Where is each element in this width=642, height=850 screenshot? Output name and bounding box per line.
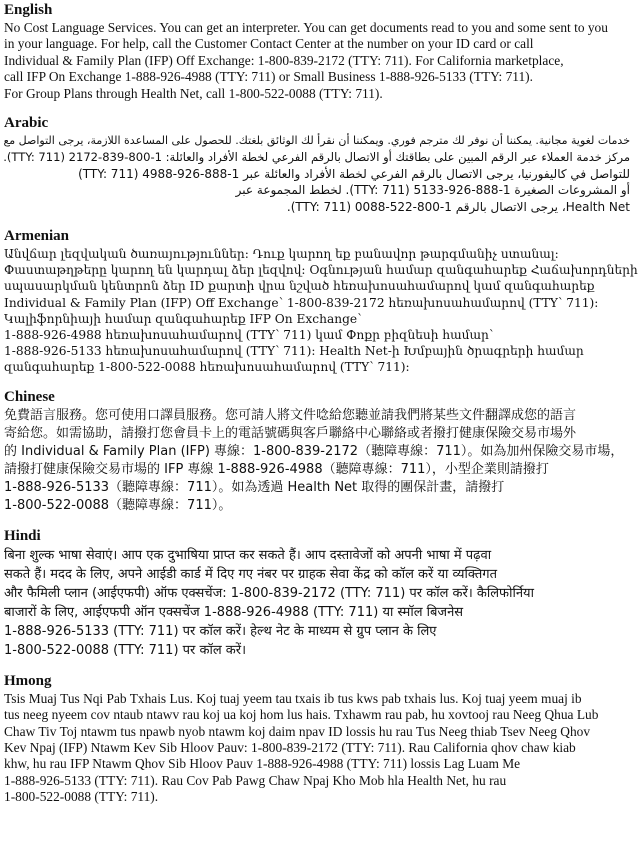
paragraph-line: No Cost Language Services. You can get an interpreter. You can get documents read to you and some sent to you bbox=[4, 20, 608, 35]
paragraph-line: Chaw Tiv Toj ntawm tus npawb nyob ntawm koj daim npav ID lossis hu rau Tus Neeg thiab Tsev Neeg Qhov bbox=[4, 723, 591, 739]
paragraph-line: 1-888-926-4988 հեռախոսահամարով (TTY՝ 711) կամ Փոքր բիզնեսի համար՝ bbox=[4, 328, 494, 343]
section-hmong bbox=[4, 672, 638, 806]
chinese-paragraph bbox=[4, 407, 638, 515]
paragraph-line: Kev Npaj (IFP) Ntawm Kev Sib Hloov Pauv: 1-800-839-2172 (TTY: 711). Rau California qhov chaw kiab bbox=[4, 739, 576, 755]
paragraph-line: 1-800-522-0088（聽障專線：711）。 bbox=[4, 497, 232, 513]
paragraph-line: 1-888-926-5133 հեռախոսահամարով (TTY՝ 711): Health Net-ի Խմբային ծրագրերի համար bbox=[4, 344, 584, 359]
paragraph-line: और फैमिली प्लान (आईएफपी) ऑफ एक्सचेंज: 1-800-839-2172 (TTY: 711) पर कॉल करें। कैलिफोर्निया bbox=[4, 585, 534, 601]
paragraph-line: 1-800-522-0088 (TTY: 711). bbox=[4, 789, 159, 805]
paragraph-line: call IFP On Exchange 1-888-926-4988 (TTY: 711) or Small Business 1-888-926-5133 (TTY: 711). bbox=[4, 69, 533, 85]
paragraph-line: أو المشروعات الصغيرة 1-888-926-5133 (TTY: 711). لخطط المجموعة عبر bbox=[235, 183, 630, 198]
paragraph-line: tus neeg nyeem cov ntaub ntawv rau koj ua koj hom lus hais. Txhawm rau pab, hu xovtooj rau Neeg Qhua Lub bbox=[4, 707, 599, 723]
paragraph-line: զանգահարեք 1-800-522-0088 հեռախոսահամարով (TTY՝ 711): bbox=[4, 360, 410, 375]
section-heading-arabic: Arabic bbox=[4, 115, 49, 132]
section-heading-english: English bbox=[4, 2, 53, 18]
paragraph-line: For Group Plans through Health Net, call 1-800-522-0088 (TTY: 711). bbox=[4, 85, 383, 101]
paragraph-line: للتواصل في كاليفورنيا، يرجى الاتصال بالرقم الفرعي لخطة الأفراد والعائلة عبر 1-888-926-4988 (TTY: 711) bbox=[78, 166, 630, 181]
armenian-paragraph bbox=[4, 246, 638, 376]
section-armenian bbox=[4, 227, 638, 376]
section-heading-hmong: Hmong bbox=[4, 672, 52, 689]
paragraph-line: 的 Individual & Family Plan (IFP) 專線：1-800-839-2172（聽障專線：711）。如為加州保險交易市場， bbox=[4, 443, 624, 459]
hmong-paragraph bbox=[4, 691, 638, 806]
section-hindi bbox=[4, 527, 638, 660]
section-heading-hindi: Hindi bbox=[4, 527, 41, 544]
paragraph-line: Փաստաթղթերը կարող են կարդալ ձեր լեզվով: Օգնության համար զանգահարեք Հաճախորդների bbox=[4, 263, 638, 278]
paragraph-line: սպասարկման կենտրոն ձեր ID քարտի վրա նշված հեռախոսահամարով կամ զանգահարեք bbox=[4, 279, 595, 294]
paragraph-line: خدمات لغوية مجانية. يمكننا أن نوفر لك مترجم فوري. ويمكننا أن نقرأ لك الوثائق بلغتك. للحصول على المساعدة اللازمة، يرجى التواصل مع bbox=[3, 134, 630, 148]
paragraph-line: सकते हैं। मदद के लिए, अपने आईडी कार्ड में दिए गए नंबर पर ग्राहक सेवा केंद्र को कॉल करें या व्यक्तिगत bbox=[4, 566, 497, 582]
section-english bbox=[4, 1, 638, 102]
paragraph-line: Individual & Family Plan (IFP) Off Exchange: 1-800-839-2172 (TTY: 711). For California marketplace, bbox=[4, 52, 564, 68]
section-heading-chinese: Chinese bbox=[4, 388, 55, 405]
paragraph-line: Health Net، يرجى الاتصال بالرقم 1-800-522-0088 (TTY: 711). bbox=[286, 199, 630, 214]
paragraph-line: Անվճար լեզվական ծառայություններ: Դուք կարող եք բանավոր թարգմանիչ ստանալ: bbox=[4, 247, 559, 262]
paragraph-line: बाजारों के लिए, आईएफपी ऑन एक्सचेंज 1-888-926-4988 (TTY: 711) या स्मॉल बिजनेस bbox=[4, 604, 464, 620]
paragraph-line: 1-888-926-5133（聽障專線：711）。如為透過 Health Net 取得的團保計畫，請撥打 bbox=[4, 479, 505, 495]
hindi-paragraph bbox=[4, 546, 638, 660]
paragraph-line: khw, hu rau IFP Ntawm Qhov Sib Hloov Pauv 1-888-926-4988 (TTY: 711) lossis Lag Luam Me bbox=[4, 756, 521, 772]
section-heading-armenian: Armenian bbox=[4, 228, 69, 245]
arabic-paragraph bbox=[4, 133, 638, 215]
paragraph-line: 1-800-522-0088 (TTY: 711) पर कॉल करें। bbox=[4, 642, 247, 658]
paragraph-line: in your language. For help, call the Customer Contact Center at the number on your ID card or call bbox=[4, 36, 534, 52]
english-paragraph bbox=[4, 20, 638, 102]
paragraph-line: 寄給您。如需協助，請撥打您會員卡上的電話號碼與客戶聯絡中心聯絡或者撥打健康保險交易市場外 bbox=[4, 425, 577, 441]
paragraph-line: Tsis Muaj Tus Nqi Pab Txhais Lus. Koj tuaj yeem tau txais ib tus kws pab txhais lus. Koj tuaj yeem muaj ib bbox=[4, 690, 582, 706]
paragraph-line: مركز خدمة العملاء عبر الرقم المبين على بطاقتك أو الاتصال بالرقم الفرعي لخطة الأفراد والعائلة: 1-800-839-2172 (TTY: 711). bbox=[3, 150, 630, 165]
paragraph-line: 免費語言服務。您可使用口譯員服務。您可請人將文件唸給您聽並請我們將某些文件翻譯成您的語言 bbox=[4, 407, 577, 423]
paragraph-line: 1-888-926-5133 (TTY: 711). Rau Cov Pab Pawg Chaw Npaj Kho Mob hla Health Net, hu rau bbox=[4, 772, 507, 788]
paragraph-line: बिना शुल्क भाषा सेवाएं। आप एक दुभाषिया प्राप्त कर सकते हैं। आप दस्तावेजों को अपनी भाषा में पढ़वा bbox=[4, 547, 492, 563]
paragraph-line: Individual & Family Plan (IFP) Off Exchange՝ 1-800-839-2172 հեռախոսահամարով (TTY՝ 711): bbox=[4, 295, 599, 310]
paragraph-line: 1-888-926-5133 (TTY: 711) पर कॉल करें। हेल्थ नेट के माध्यम से ग्रुप प्लान के लिए bbox=[4, 623, 437, 639]
paragraph-line: 請撥打健康保險交易市場的 IFP 專線 1-888-926-4988（聽障專線：711），小型企業則請撥打 bbox=[4, 461, 549, 477]
section-arabic bbox=[4, 114, 638, 215]
paragraph-line: Կալիֆորնիայի համար զանգահարեք IFP On Exchange՝ bbox=[4, 311, 362, 326]
section-chinese bbox=[4, 388, 638, 515]
